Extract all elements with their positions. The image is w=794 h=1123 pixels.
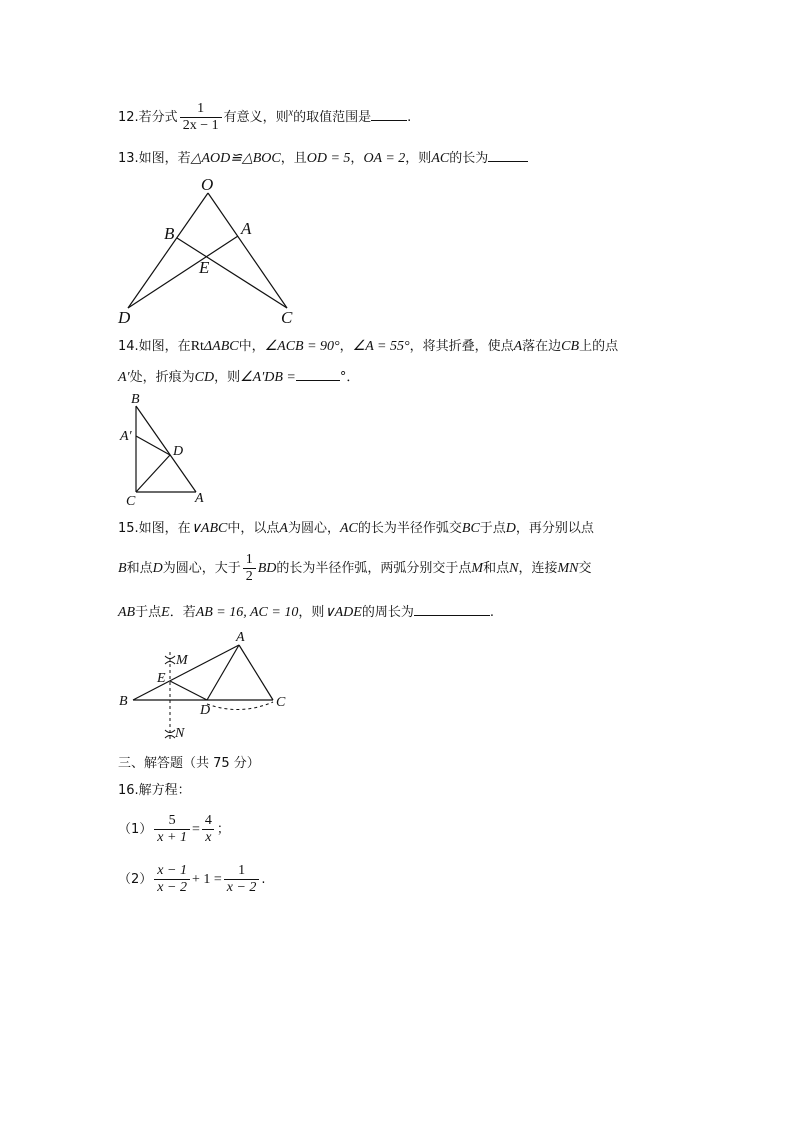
q15-ab: AB	[118, 605, 136, 620]
section-3-title: 三、解答题（共 75 分）	[118, 756, 260, 771]
question-12	[118, 101, 411, 134]
q15-ade: ∨ADE	[324, 605, 362, 620]
q16-title: 16.解方程：	[118, 783, 191, 798]
q14-angle-acb: ∠ACB = 90°	[264, 339, 340, 354]
q15-label-e: E	[157, 671, 166, 686]
q15-point-n: N	[509, 561, 519, 576]
q15-figure-lines	[133, 645, 273, 700]
q15-line3-mid: 于点	[135, 605, 162, 620]
q15-line3-mid3: ，则	[298, 605, 325, 620]
question-16-part-2	[118, 860, 266, 900]
q15-label-d: D	[200, 703, 211, 718]
q16-p1-label: （1）	[118, 822, 153, 837]
q16-p2-left-fraction	[154, 863, 190, 896]
q15-answer-blank	[414, 601, 490, 616]
q16-p1-end: ；	[216, 822, 230, 837]
q14-label-c: C	[126, 494, 136, 509]
q13-label-c: C	[281, 308, 293, 327]
q16-p2-label: （2）	[118, 872, 153, 887]
q14-suffix: ，将其折叠，使点	[409, 339, 514, 354]
q14-point-a: A	[513, 339, 523, 354]
question-14-line-2	[118, 366, 359, 387]
q13-mid1: ，且	[280, 151, 307, 166]
q13-sep: ，	[350, 151, 364, 166]
q14-mid2: 落在边	[522, 339, 562, 354]
q12-frac-denominator: 2x − 1	[180, 117, 222, 134]
q14-cb: CB	[561, 339, 580, 354]
q12-middle: 有意义，则	[223, 110, 289, 125]
q16-p2-right-fraction	[224, 863, 260, 896]
q12-end: .	[407, 110, 412, 125]
q15-line3-mid2: ．若	[169, 605, 196, 620]
q15-line2-mid4: 和点	[483, 561, 510, 576]
q15-mid: 中，以点	[227, 521, 280, 536]
q15-mid4: 于点	[479, 521, 506, 536]
q14-mid: 中，	[238, 339, 265, 354]
q14-point-a-prime: A′	[118, 370, 130, 385]
q15-line2-end: 交	[578, 561, 592, 576]
q16-p1-right-numerator: 4	[204, 813, 212, 828]
q15-bc: BC	[461, 521, 480, 536]
q16-p1-right-fraction	[202, 813, 215, 846]
q15-half-numerator: 1	[245, 552, 253, 567]
q14-cd: CD	[194, 370, 215, 385]
question-16-title	[118, 782, 191, 800]
q16-p2-plus-one-equals: + 1 =	[191, 872, 222, 887]
q14-label-b: B	[131, 392, 140, 407]
q14-label-a-prime: A′	[120, 429, 132, 444]
q15-label-b: B	[119, 694, 128, 709]
q14-line2-mid: 处，折痕为	[129, 370, 195, 385]
q14-triangle: ΔABC	[203, 339, 239, 354]
q15-point-d-2: D	[152, 561, 163, 576]
q12-var: x	[288, 107, 294, 119]
q14-sep: ，	[339, 339, 353, 354]
q15-line2-mid5: ，连接	[518, 561, 558, 576]
q15-line2-mid3: 的长为半径作弧，两弧分别交于点	[276, 561, 472, 576]
q14-prefix: 14.如图，在	[118, 339, 191, 354]
q14-rt: Rt	[190, 339, 204, 354]
q15-triangle: ∨ABC	[190, 521, 228, 536]
q15-bd: BD	[257, 561, 277, 576]
q12-fraction	[180, 101, 222, 134]
q15-half-fraction	[243, 552, 256, 585]
q14-line1-end: 上的点	[579, 339, 619, 354]
q15-given: AB = 16, AC = 10	[195, 605, 299, 620]
q15-mid2: 为圆心，	[287, 521, 340, 536]
q15-point-a: A	[279, 521, 288, 536]
q12-answer-blank	[371, 106, 407, 121]
q15-prefix: 15.如图，在	[118, 521, 191, 536]
question-14-line-1	[118, 338, 618, 356]
q13-label-b: B	[164, 224, 175, 243]
q14-figure-lines	[136, 406, 196, 492]
q13-suffix: 的长为	[449, 151, 489, 166]
q15-point-m: M	[471, 561, 484, 576]
q15-mn: MN	[557, 561, 579, 576]
q16-p1-left-denominator: x + 1	[154, 829, 190, 846]
question-15-line-2	[118, 552, 591, 586]
q15-construction-lines	[170, 652, 273, 742]
q12-prefix: 12.若分式	[118, 110, 178, 125]
q14-line2-mid2: ，则	[214, 370, 241, 385]
q13-congruence: △AOD≌△BOC	[190, 151, 281, 166]
q15-point-b: B	[118, 561, 127, 576]
q13-od: OD = 5	[306, 151, 351, 166]
q16-p1-left-fraction	[154, 813, 190, 846]
q16-p2-end: .	[261, 872, 266, 887]
q15-label-n: N	[175, 726, 185, 741]
q14-answer-blank	[296, 366, 340, 381]
q16-p1-left-numerator: 5	[168, 813, 176, 828]
q15-mid3: 的长为半径作弧交	[357, 521, 462, 536]
q13-label-o: O	[201, 175, 214, 194]
q16-p2-left-denominator: x − 2	[154, 879, 190, 896]
q12-frac-numerator: 1	[197, 101, 205, 116]
q15-point-d: D	[505, 521, 516, 536]
q15-line1-end: ，再分别以点	[515, 521, 594, 536]
q16-p1-equals: =	[191, 822, 200, 837]
q13-ac: AC	[431, 151, 450, 166]
q14-angle-question: ∠A′DB =	[240, 370, 296, 385]
q13-label-d: D	[118, 308, 131, 327]
q15-point-e: E	[161, 605, 170, 620]
q14-label-a: A	[195, 491, 204, 506]
question-13	[118, 147, 528, 168]
q15-line3-mid4: 的周长为	[361, 605, 414, 620]
q16-p2-left-numerator: x − 1	[157, 863, 187, 878]
q14-label-d: D	[173, 444, 184, 459]
q16-p2-right-numerator: 1	[238, 863, 246, 878]
q15-arc-marks	[165, 656, 175, 738]
q15-line2-mid2: 为圆心，大于	[162, 561, 241, 576]
q13-mid2: ，则	[405, 151, 432, 166]
q15-ac: AC	[339, 521, 358, 536]
q15-half-denominator: 2	[243, 568, 256, 585]
q15-label-m: M	[176, 653, 188, 668]
q12-suffix: 的取值范围是	[293, 110, 372, 125]
q15-line2-mid: 和点	[126, 561, 153, 576]
q13-label-a: A	[241, 219, 252, 238]
q13-answer-blank	[488, 147, 528, 162]
question-15-line-3	[118, 601, 494, 622]
question-16-part-1	[118, 810, 230, 850]
q13-figure-lines	[128, 193, 287, 308]
q15-line3-end: .	[489, 605, 494, 620]
q15-label-a: A	[236, 630, 245, 645]
q16-p1-right-denominator: x	[202, 829, 214, 846]
q13-oa: OA = 2	[363, 151, 406, 166]
q14-line2-end: °．	[339, 370, 360, 385]
section-3-heading	[118, 755, 260, 773]
q16-p2-right-denominator: x − 2	[224, 879, 260, 896]
q13-prefix: 13.如图，若	[118, 151, 191, 166]
q14-angle-a: ∠A = 55°	[352, 339, 410, 354]
question-15-line-1	[118, 520, 594, 538]
q13-label-e: E	[199, 258, 210, 277]
q15-label-c: C	[276, 695, 286, 710]
